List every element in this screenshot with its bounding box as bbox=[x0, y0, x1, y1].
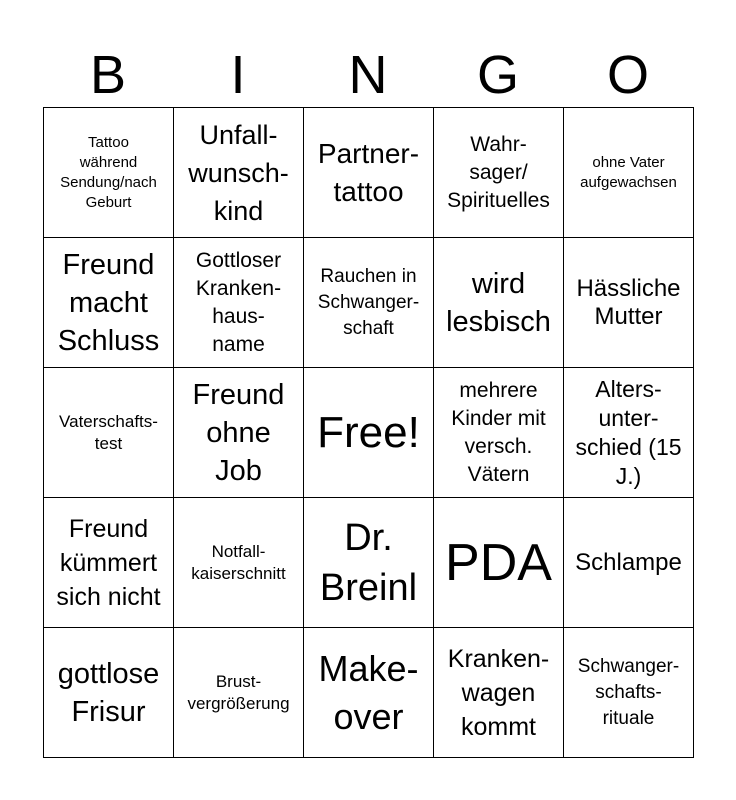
bingo-cell[interactable]: Tattoo während Sendung/nach Geburt bbox=[43, 107, 174, 238]
bingo-cell[interactable]: Freund ohne Job bbox=[173, 367, 304, 498]
bingo-cell[interactable]: Kranken- wagen kommt bbox=[433, 627, 564, 758]
header-letter-o: O bbox=[606, 45, 649, 105]
bingo-cell[interactable]: Wahr- sager/ Spirituelles bbox=[433, 107, 564, 238]
bingo-cell[interactable]: Unfall- wunsch- kind bbox=[173, 107, 304, 238]
header-letter-i: I bbox=[230, 45, 246, 105]
bingo-cell[interactable]: Dr. Breinl bbox=[303, 497, 434, 628]
bingo-cell[interactable]: Brust- vergrößerung bbox=[173, 627, 304, 758]
bingo-cell[interactable]: Schwanger- schafts- rituale bbox=[563, 627, 694, 758]
bingo-cell[interactable]: wird lesbisch bbox=[433, 237, 564, 368]
bingo-cell[interactable]: Hässliche Mutter bbox=[563, 237, 694, 368]
bingo-cell[interactable]: Freund macht Schluss bbox=[43, 237, 174, 368]
bingo-cell[interactable]: Make- over bbox=[303, 627, 434, 758]
bingo-cell[interactable]: Alters- unter- schied (15 J.) bbox=[563, 367, 694, 498]
bingo-board bbox=[43, 107, 693, 757]
bingo-cell[interactable]: ohne Vater aufgewachsen bbox=[563, 107, 694, 238]
bingo-header bbox=[43, 44, 693, 106]
bingo-cell[interactable]: Vaterschafts- test bbox=[43, 367, 174, 498]
bingo-cell[interactable]: Rauchen in Schwanger- schaft bbox=[303, 237, 434, 368]
bingo-cell[interactable]: mehrere Kinder mit versch. Vätern bbox=[433, 367, 564, 498]
bingo-cell[interactable]: Gottloser Kranken- haus- name bbox=[173, 237, 304, 368]
header-letter-g: G bbox=[476, 45, 519, 105]
bingo-cell[interactable]: PDA bbox=[433, 497, 564, 628]
bingo-cell[interactable]: gottlose Frisur bbox=[43, 627, 174, 758]
bingo-cell[interactable]: Partner- tattoo bbox=[303, 107, 434, 238]
bingo-cell[interactable]: Freund kümmert sich nicht bbox=[43, 497, 174, 628]
header-letter-n: N bbox=[348, 45, 388, 105]
free-space[interactable]: Free! bbox=[303, 367, 434, 498]
bingo-cell[interactable]: Notfall- kaiserschnitt bbox=[173, 497, 304, 628]
header-letter-b: B bbox=[89, 45, 127, 105]
bingo-cell[interactable]: Schlampe bbox=[563, 497, 694, 628]
